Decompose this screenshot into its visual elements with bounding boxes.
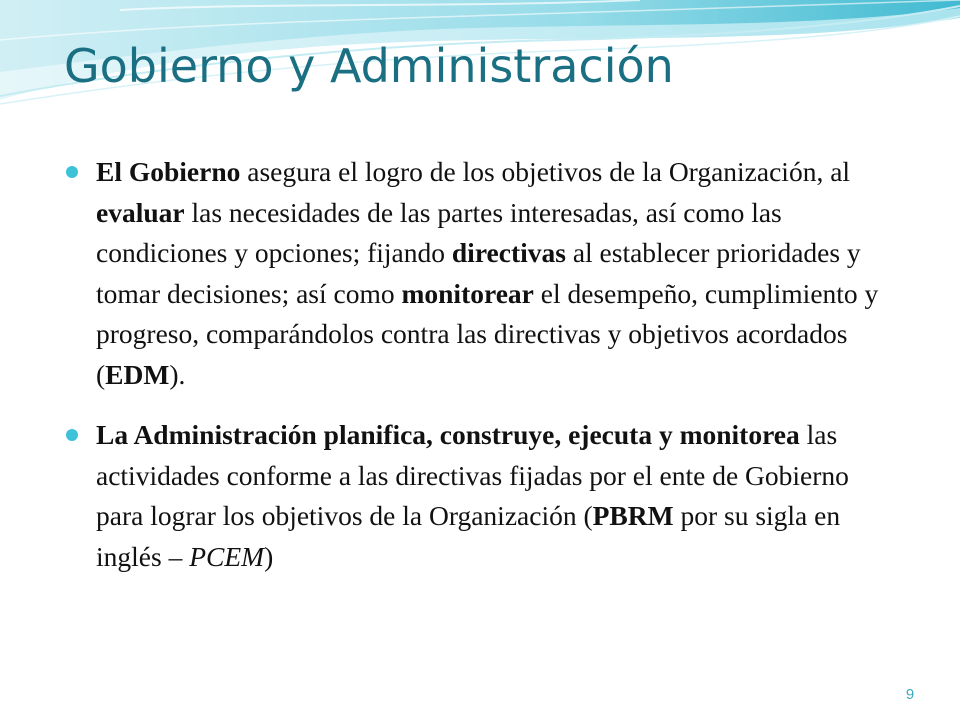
bullet-text [96,415,896,577]
slide-title: Gobierno y Administración [64,39,674,93]
bold-text-segment: directivas [451,237,566,268]
bold-text-segment: monitorear [401,277,534,309]
text-segment: asegura el logro de los objetivos de la Organización, al [240,156,851,187]
bullet-management [66,415,896,577]
bold-text-segment: evaluar [96,196,185,228]
bold-text-segment: PBRM [592,500,674,531]
page-number: 9 [905,686,915,703]
bold-text-segment: EDM [105,358,170,390]
text-segment: por su sigla en inglés – [96,500,841,572]
bold-text-segment: El Gobierno [96,156,241,187]
italic-text-segment: PCEM [189,540,265,572]
circle-bullet-icon [66,166,78,178]
text-segment: al establecer prioridades y tomar decisiones; así como [96,237,861,309]
text-segment: las actividades conforme a las directivas fijadas por el ente de Gobierno para lograr los objetivos de la Organización ( [96,419,849,531]
text-segment: las necesidades de las partes interesadas, así como las condiciones y opciones; fijando [96,196,782,268]
text-segment: el desempeño, cumplimiento y progreso, comparándolos contra las directivas y objetivos acordados ( [96,277,879,390]
text-segment: ) [264,540,274,572]
circle-bullet-icon [66,429,78,441]
text-segment: ). [169,358,186,390]
bullet-text [96,152,896,395]
bullet-list [66,152,896,597]
bold-text-segment: La Administración planifica, construye, ejecuta y monitorea [96,419,800,450]
bullet-governance [66,152,896,395]
